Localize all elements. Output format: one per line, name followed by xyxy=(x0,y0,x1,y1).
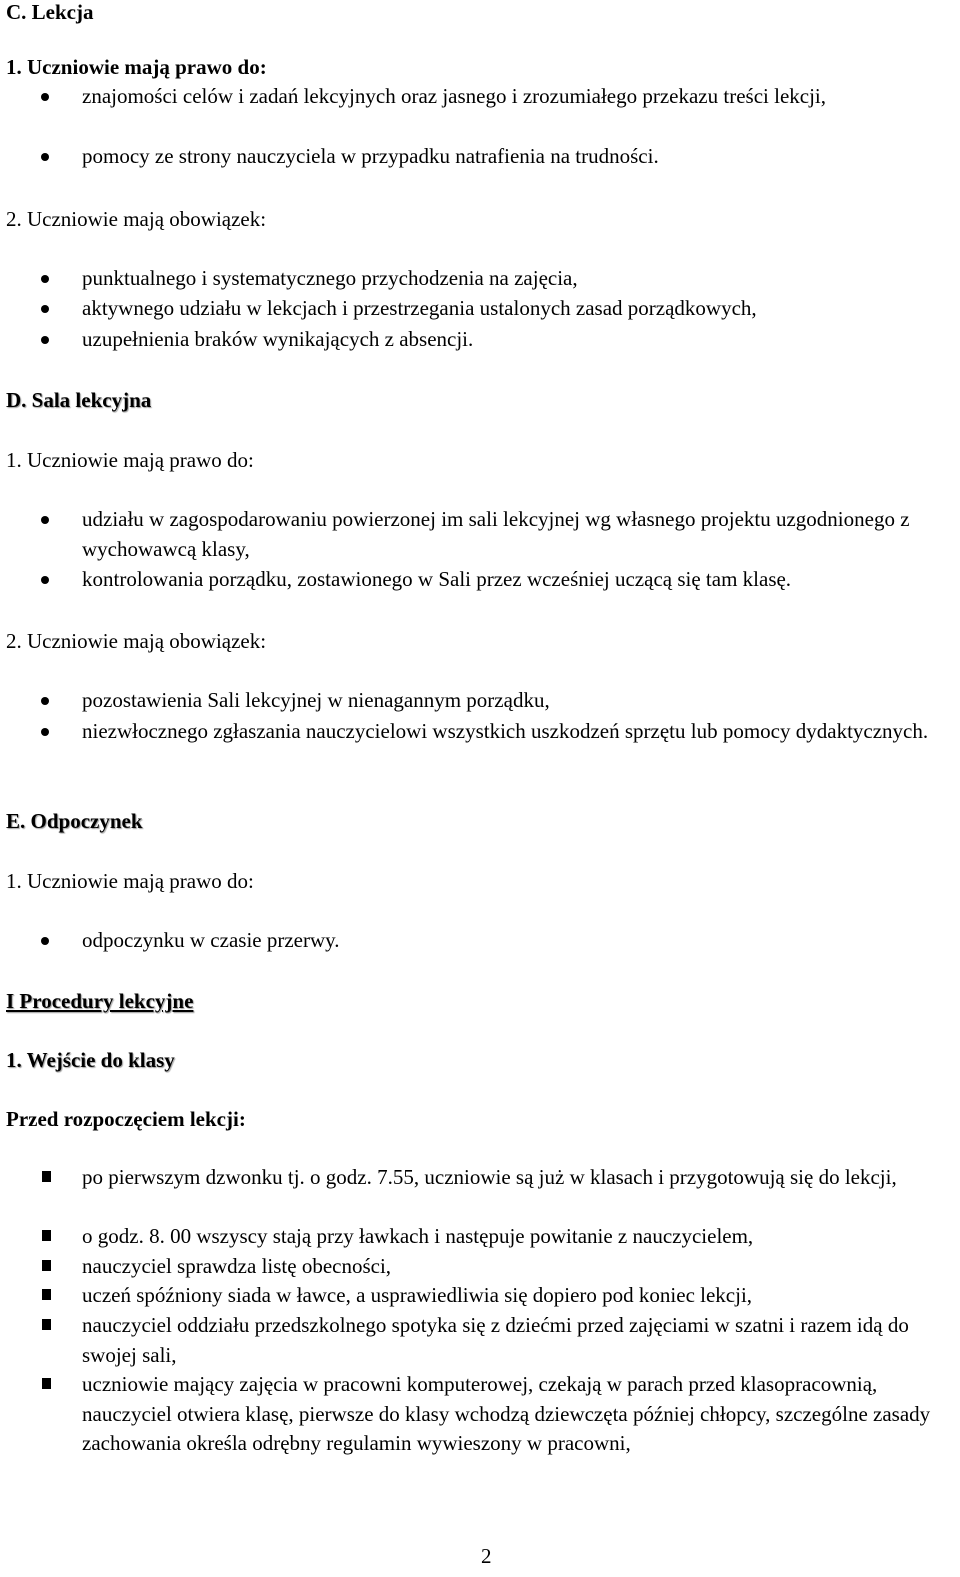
section-e-title: E. Odpoczynek xyxy=(6,809,143,833)
list-item: pomocy ze strony nauczyciela w przypadku natrafienia na trudności. xyxy=(82,144,659,168)
list-item: uczeń spóźniony siada w ławce, a usprawiedliwia się dopiero pod koniec lekcji, xyxy=(82,1283,753,1307)
bullet-icon xyxy=(41,275,49,283)
list-item: o godz. 8. 00 wszyscy stają przy ławkach i następuje powitanie z nauczycielem, xyxy=(82,1224,754,1248)
section-e-rights-heading: 1. Uczniowie mają prawo do: xyxy=(6,869,254,893)
bullet-icon xyxy=(41,576,49,584)
square-bullet-icon xyxy=(42,1289,51,1300)
list-item: pozostawienia Sali lekcyjnej w nienagannym porządku, xyxy=(82,688,550,712)
section-c-title: C. Lekcja xyxy=(6,0,94,24)
section-c-duties-heading: 2. Uczniowie mają obowiązek: xyxy=(6,207,267,231)
bullet-icon xyxy=(41,305,49,313)
bullet-icon xyxy=(41,336,49,344)
bullet-icon xyxy=(41,937,49,945)
list-item: uzupełnienia braków wynikających z absencji. xyxy=(82,327,474,351)
section-d-rights-heading: 1. Uczniowie mają prawo do: xyxy=(6,448,254,472)
square-bullet-icon xyxy=(42,1378,51,1389)
list-item: po pierwszym dzwonku tj. o godz. 7.55, uczniowie są już w klasach i przygotowują się do lekcji, xyxy=(82,1165,897,1189)
page-number: 2 xyxy=(481,1544,492,1568)
bullet-icon xyxy=(41,697,49,705)
list-item: udziału w zagospodarowaniu powierzonej im sali lekcyjnej wg własnego projektu uzgodnionego z wychowawcą klasy, xyxy=(82,507,910,561)
bullet-icon xyxy=(41,93,49,101)
procedures-title: I Procedury lekcyjne xyxy=(6,989,194,1013)
list-item: nauczyciel sprawdza listę obecności, xyxy=(82,1254,392,1278)
list-item: punktualnego i systematycznego przychodzenia na zajęcia, xyxy=(82,266,578,290)
list-item: kontrolowania porządku, zostawionego w Sali przez wcześniej uczącą się tam klasę. xyxy=(82,567,792,591)
square-bullet-icon xyxy=(42,1230,51,1241)
bullet-icon xyxy=(41,516,49,524)
square-bullet-icon xyxy=(42,1319,51,1330)
square-bullet-icon xyxy=(42,1260,51,1271)
list-item: nauczyciel oddziału przedszkolnego spotyka się z dziećmi przed zajęciami w szatni i razem idą do swojej sali, xyxy=(82,1313,909,1367)
list-item: aktywnego udziału w lekcjach i przestrzegania ustalonych zasad porządkowych, xyxy=(82,296,757,320)
square-bullet-icon xyxy=(42,1171,51,1182)
list-item: niezwłocznego zgłaszania nauczycielowi wszystkich uszkodzeń sprzętu lub pomocy dydaktycznych. xyxy=(82,719,929,743)
bullet-icon xyxy=(41,728,49,736)
procedures-subtitle: 1. Wejście do klasy xyxy=(6,1048,175,1072)
bullet-icon xyxy=(41,153,49,161)
procedures-before-heading: Przed rozpoczęciem lekcji: xyxy=(6,1107,246,1131)
list-item: znajomości celów i zadań lekcyjnych oraz jasnego i zrozumiałego przekazu treści lekcji, xyxy=(82,84,827,108)
list-item: uczniowie mający zajęcia w pracowni komputerowej, czekają w parach przed klasopracownią, nauczyciel otwiera klasę, pierwsze do klasy wchodzą dziewczęta później chłopcy, szczególne zasady zachowania określa odrębny regulamin wywieszony w pracowni, xyxy=(82,1372,931,1455)
section-c-rights-heading: 1. Uczniowie mają prawo do: xyxy=(6,55,267,79)
section-d-title: D. Sala lekcyjna xyxy=(6,388,152,412)
list-item: odpoczynku w czasie przerwy. xyxy=(82,928,340,952)
section-d-duties-heading: 2. Uczniowie mają obowiązek: xyxy=(6,629,267,653)
